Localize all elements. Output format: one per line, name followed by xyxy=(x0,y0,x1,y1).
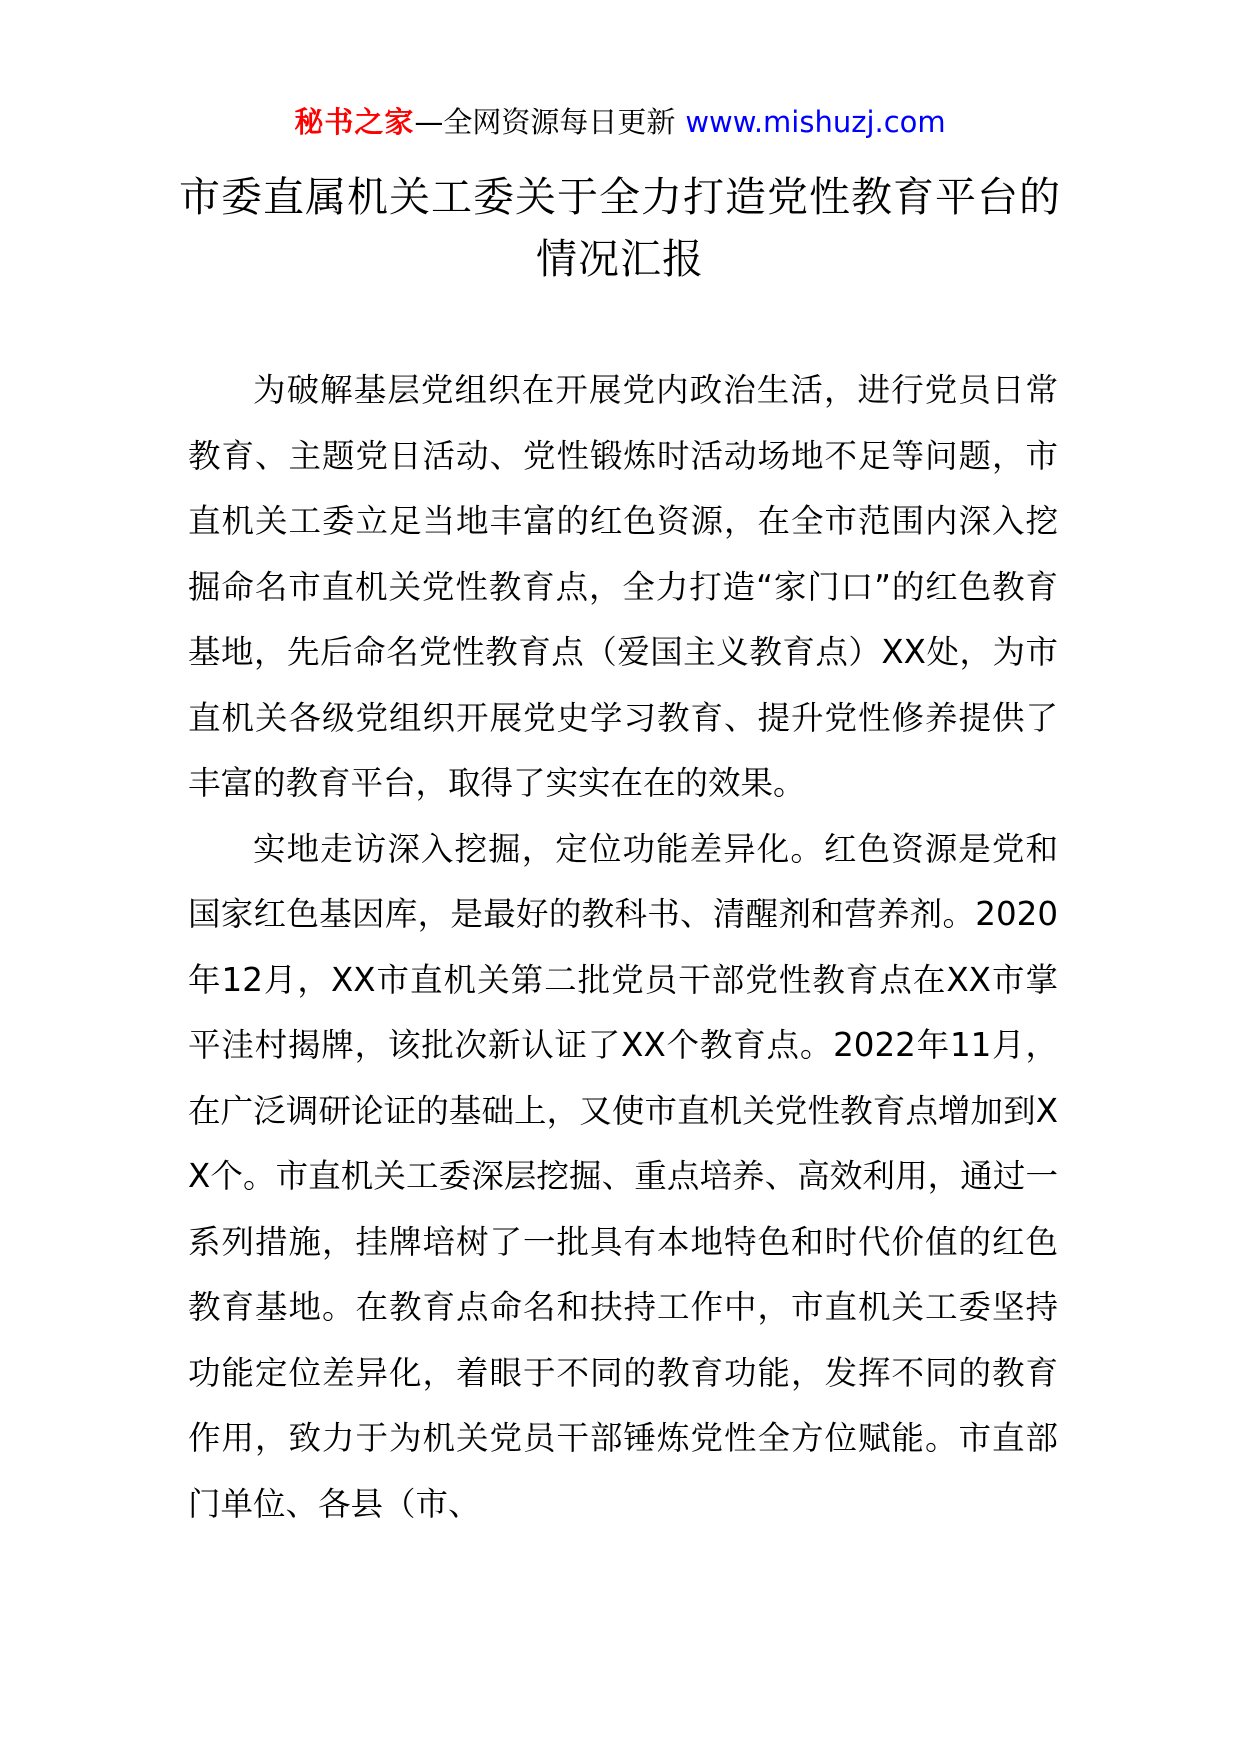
document-body xyxy=(188,358,1058,1537)
paragraph-section-1: 实地走访深入挖掘，定位功能差异化。红色资源是党和国家红色基因库，是最好的教科书、清醒剂和营养剂。2020年12月，XX市直机关第二批党员干部党性教育点在XX市掌平洼村揭牌，该批次新认证了XX个教育点。2022年11月，在广泛调研论证的基础上，又使市直机关党性教育点增加到XX个。市直机关工委深层挖掘、重点培养、高效利用，通过一系列措施，挂牌培树了一批具有本地特色和时代价值的红色教育基地。在教育点命名和扶持工作中，市直机关工委坚持功能定位差异化，着眼于不同的教育功能，发挥不同的教育作用，致力于为机关党员干部锤炼党性全方位赋能。市直部门单位、各县（市、 xyxy=(188,829,1058,1523)
document-title: 市委直属机关工委关于全力打造党性教育平台的情况汇报 xyxy=(179,173,1061,283)
paragraph-intro: 为破解基层党组织在开展党内政治生活，进行党员日常教育、主题党日活动、党性锻炼时活动场地不足等问题，市直机关工委立足当地丰富的红色资源，在全市范围内深入挖掘命名市直机关党性教育点，全力打造“家门口”的红色教育基地，先后命名党性教育点（爱国主义教育点）XX处，为市直机关各级党组织开展党史学习教育、提升党性修养提供了丰富的教育平台，取得了实实在在的效果。 xyxy=(188,371,1058,802)
site-header xyxy=(0,100,1240,144)
header-tagline: —全网资源每日更新 xyxy=(414,105,676,139)
site-url-link[interactable]: www.mishuzj.com xyxy=(685,105,946,139)
brand-name: 秘书之家 xyxy=(294,105,415,139)
